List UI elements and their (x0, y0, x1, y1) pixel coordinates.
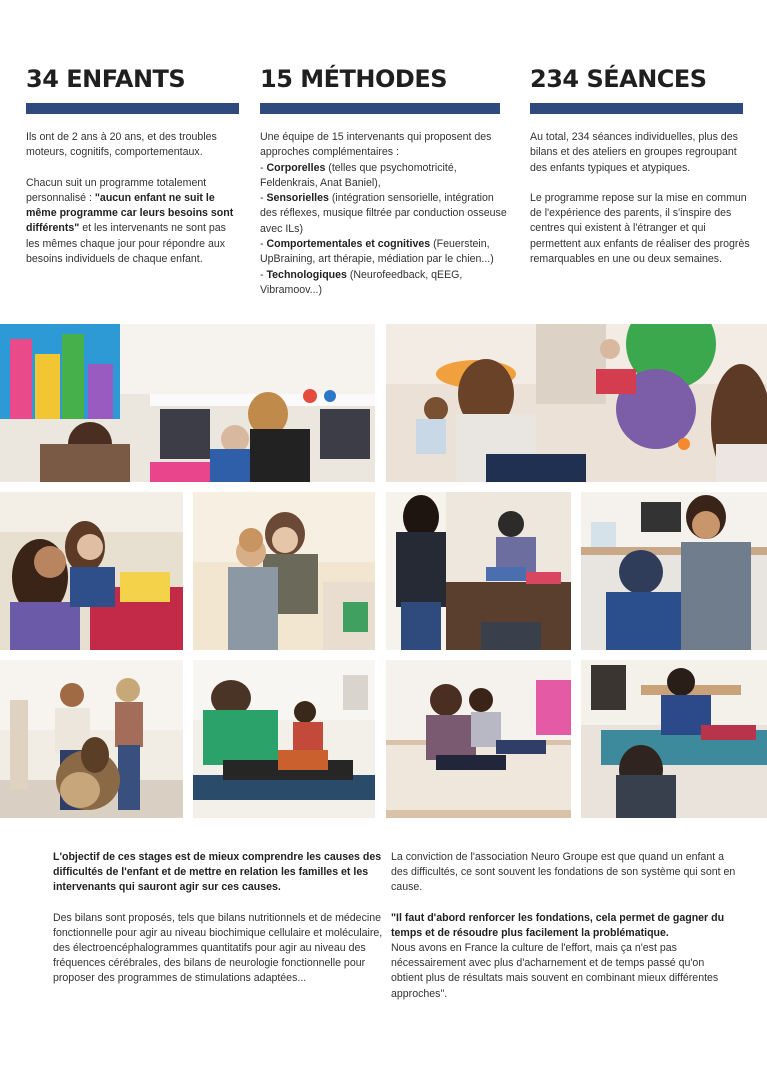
stat-text (260, 130, 512, 298)
method-item (260, 268, 512, 299)
stat-column-seances (530, 62, 756, 267)
method-detail: (Neurofeedback, qEEG, Vibramoov...) (260, 268, 463, 296)
photo-table-session (581, 660, 767, 818)
stat-text (530, 130, 756, 267)
dash: - (260, 268, 267, 281)
paragraph: Ils ont de 2 ans à 20 ans, et des troubles moteurs, cognitifs, comportementaux. (26, 131, 217, 159)
photo-massage-table (193, 660, 375, 818)
objective-section (53, 850, 393, 987)
quote-rest: Nous avons en France la culture de l'effort, mais ça n'est pas nécessairement avec plus d'acharnement et de temps passé qu'on obtient plus de résultats mais souvent en combinant mieux différentes approches". (391, 942, 719, 1000)
photo-floor-exercise (386, 660, 571, 818)
method-item (260, 191, 512, 237)
dash: - (260, 192, 267, 205)
objective-lead (53, 850, 393, 896)
title-underline-bar (26, 103, 239, 114)
stat-title: 34 ENFANTS (26, 65, 186, 93)
paragraph: Au total, 234 séances individuelles, plus des bilans et des ateliers en groupes regroupant des enfants typiques et atypiques. (530, 131, 738, 174)
method-name: Sensorielles (266, 192, 329, 205)
method-item (260, 161, 512, 192)
photo-therapy-dog (0, 660, 183, 818)
stat-column-methodes (260, 62, 512, 298)
dash: - (260, 161, 267, 174)
method-item (260, 237, 512, 268)
method-detail: (intégration sensorielle, intégration des réflexes, musique filtrée par conduction osseuse avec ILs) (260, 192, 507, 235)
stat-title: 15 MÉTHODES (260, 65, 447, 93)
stat-title: 234 SÉANCES (530, 65, 707, 93)
title-underline-bar (530, 103, 743, 114)
text-span: Chacun suit un programme totalement personnalisé : (26, 176, 207, 204)
paragraph: Le programme repose sur la mise en commun de l'expérience des parents, il s'inspire des centres qui existent à l'étranger et qui permettent aux enfants de réaliser des progrès remarquables en une ou deux semaines. (530, 191, 750, 266)
methods-list (260, 161, 512, 299)
bold-quote: "aucun enfant ne suit le même programme car leurs besoins sont différents" (26, 191, 234, 235)
photo-drawing-activity (0, 492, 183, 650)
bold-lead: L'objectif de ces stages est de mieux comprendre les causes des difficultés de l'enfant et de mettre en relation les familles et les intervenants qui sauront agir sur ces causes. (53, 851, 382, 894)
method-detail: (telles que psychomotricité, Feldenkrais, Anat Baniel), (260, 161, 457, 189)
stat-text (26, 130, 241, 267)
method-name: Comportementales et cognitives (266, 238, 431, 251)
stat-column-enfants (26, 62, 241, 267)
objective-body: Des bilans sont proposés, tels que bilans nutritionnels et de médecine fonctionnelle pour agir au niveau biochimique cellulaire et moléculaire, des électroencéphalogrammes quantitatifs pour agir au niveau des fréquences cérébrales, des bilans de neurologie fonctionnelle pour proposer des programmes de stimulations adaptées... (53, 911, 383, 985)
text-span: et les intervenants ne sont pas les mêmes chaque jour pour répondre aux besoins individuels de chaque enfant. (26, 222, 226, 266)
photo-child-hug (193, 492, 375, 650)
photo-therapy-ball (386, 324, 767, 482)
title-underline-bar (260, 103, 500, 114)
paragraph (26, 176, 241, 268)
photo-eeg-cap (581, 492, 767, 650)
bold-quote: "Il faut d'abord renforcer les fondations, cela permet de gagner du temps et de résoudre plus facilement la problématique. (391, 911, 725, 939)
method-name: Technologiques (266, 268, 347, 281)
photo-classroom-therapy (0, 324, 375, 482)
conviction-quote (391, 911, 737, 1002)
method-detail: (Feuerstein, UpBraining, art thérapie, médiation par le chien...) (260, 238, 494, 266)
conviction-intro: La conviction de l'association Neuro Groupe est que quand un enfant a des difficultés, ce sont souvent les fondations de son système qui sont en cause. (391, 851, 736, 894)
method-name: Corporelles (266, 161, 326, 174)
dash: - (260, 238, 267, 251)
photo-balance-exercise (386, 492, 571, 650)
conviction-section (391, 850, 737, 1002)
methods-intro: Une équipe de 15 intervenants qui proposent des approches complémentaires : (260, 131, 492, 159)
